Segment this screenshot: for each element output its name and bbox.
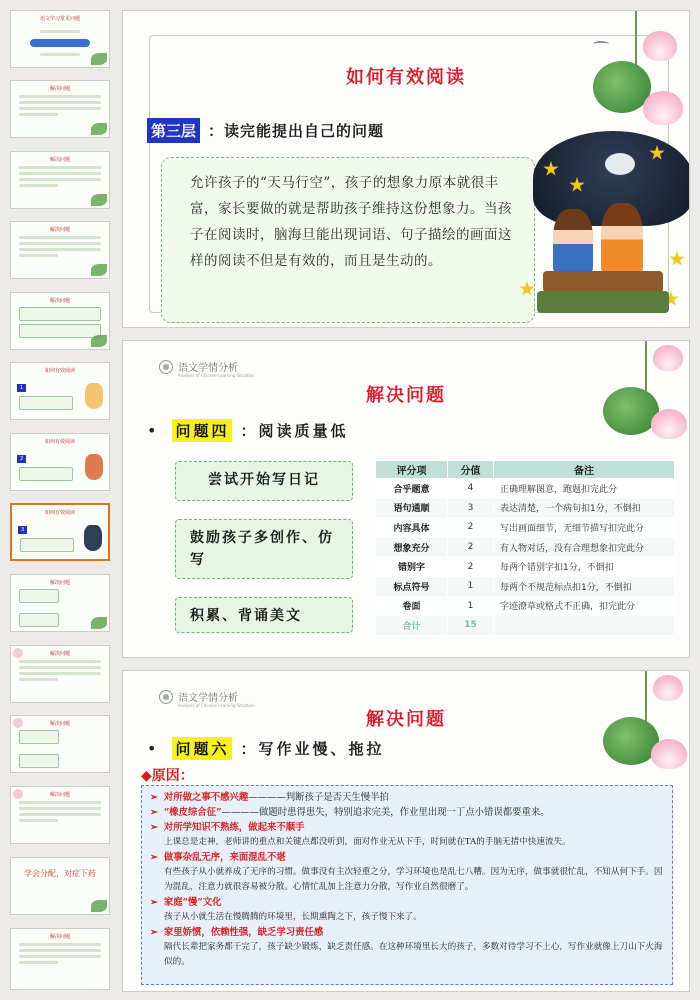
arrow-bullet-icon: ➢ (150, 852, 158, 863)
brand-logo-icon (159, 360, 173, 374)
question-text: ：阅读质量低 (240, 422, 349, 440)
question-tag: 问题六 (172, 737, 232, 760)
table-cell: 合计 (376, 616, 448, 636)
slide-thumbnail[interactable] (10, 221, 110, 279)
cause-label: ◆原因： (141, 768, 194, 784)
table-cell (494, 616, 675, 636)
slide-thumbnail[interactable] (10, 151, 110, 209)
level-text: ：读完能提出自己的问题 (208, 122, 385, 140)
lotus-decoration (651, 739, 687, 769)
level-tag: 第三层 (147, 118, 200, 143)
brand-logo-icon (159, 690, 173, 704)
slide-thumbnail[interactable] (10, 857, 110, 915)
table-cell: 15 (448, 616, 494, 636)
cause-title: 家庭“慢”文化 (163, 897, 222, 908)
question-heading (147, 737, 384, 760)
cause-heading (150, 850, 664, 865)
thumbnail-title: 如何有效阅读 (44, 510, 75, 516)
cause-body: 孩子从小就生活在慢腾腾的环境里，长期熏陶之下，孩子慢下来了。 (164, 912, 422, 922)
table-cell: 字迹潦草或格式不正确，扣完此分 (494, 596, 675, 616)
thumbnail-title: 解决问题 (49, 580, 70, 586)
slide-thumbnail-active[interactable]: 如何有效阅读 3 (10, 503, 110, 561)
table-row (376, 518, 675, 538)
table-row (376, 576, 675, 596)
slide-thumbnail[interactable]: 如何有效阅读 1 (10, 362, 110, 420)
thumbnail-title: 解决问题 (49, 934, 70, 940)
table-cell: 表达清楚，一个病句扣1分，不倒扣 (494, 498, 675, 518)
table-row (376, 557, 675, 577)
slide-thumbnail[interactable] (10, 292, 110, 350)
table-total-row (376, 616, 675, 636)
brand-name: 语文学情分析 (178, 363, 238, 374)
slide-thumbnail[interactable]: 如何有效阅读 2 (10, 433, 110, 491)
table-header: 评分项 (376, 461, 448, 479)
arrow-bullet-icon: ➢ (150, 897, 158, 908)
slide-title: 解决问题 (366, 709, 446, 730)
cause-heading (150, 805, 664, 820)
table-row (376, 537, 675, 557)
lotus-decoration (653, 345, 683, 371)
cause-heading (150, 820, 664, 835)
table-cell: 想象充分 (376, 537, 448, 557)
table-cell: 2 (448, 518, 494, 538)
bullet-icon: • (147, 421, 157, 440)
table-row (376, 596, 675, 616)
cause-heading (150, 895, 664, 910)
table-cell: 内容具体 (376, 518, 448, 538)
table-cell: 1 (448, 596, 494, 616)
cause-heading (150, 790, 664, 805)
table-cell: 标点符号 (376, 576, 448, 596)
arrow-bullet-icon: ➢ (150, 792, 158, 803)
cause-body: 有些孩子从小就养成了无序的习惯。做事没有主次轻重之分，学习环境也是乱七八糟。因为无序，做事就很忙乱，不知从何下手。因为混乱，注意力就很容易被分散。心情忙乱加上注意力分散，写作业自然很磨了。 (164, 867, 663, 892)
table-cell: 错别字 (376, 557, 448, 577)
table-cell: 1 (448, 576, 494, 596)
question-tag: 问题四 (172, 419, 232, 442)
lotus-decoration (653, 675, 683, 701)
table-cell: 4 (448, 479, 494, 499)
bird-icon (593, 41, 609, 47)
slide-thumbnail[interactable] (10, 928, 110, 990)
slide-thumbnail[interactable] (10, 574, 110, 632)
cause-title: 家里娇惯，依赖性强，缺乏学习责任感 (163, 927, 324, 938)
arrow-bullet-icon: ➢ (150, 927, 158, 938)
method-box: 积累、背诵美文 (175, 597, 353, 633)
table-cell: 有人物对话，没有合理想象扣完此分 (494, 537, 675, 557)
arrow-bullet-icon: ➢ (150, 822, 158, 833)
lotus-decoration (643, 91, 683, 125)
brand (159, 689, 255, 708)
table-cell: 合乎题意 (376, 479, 448, 499)
cause-box (141, 785, 673, 985)
thumbnail-title: 解决问题 (49, 227, 70, 233)
thumbnail-title: 解决问题 (49, 86, 70, 92)
lotus-decoration (651, 409, 687, 439)
method-box: 尝试开始写日记 (175, 461, 353, 501)
table-cell: 语句通顺 (376, 498, 448, 518)
table-row (376, 498, 675, 518)
thumbnail-title: 解决问题 (49, 721, 70, 727)
cause-title: “橡皮综合征” (163, 807, 222, 818)
cause-heading (150, 925, 664, 940)
table-cell: 2 (448, 557, 494, 577)
method-box: 鼓励孩子多创作、仿写 (175, 519, 353, 579)
thumbnail-title: 语文学习常见问题 (39, 16, 80, 22)
question-text: ：写作业慢、拖拉 (240, 740, 385, 758)
table-row (376, 479, 675, 499)
cause-title: 做事杂乱无序，来面混乱不堪 (163, 852, 286, 863)
table-cell: 每两个不规范标点扣1分，不倒扣 (494, 576, 675, 596)
lotus-decoration (643, 31, 677, 61)
table-cell: 每两个错别字扣1分，不倒扣 (494, 557, 675, 577)
thumbnail-title: 解决问题 (49, 651, 70, 657)
cause-note: ————做题时患得患失，特别追求完美，作业里出现一丁点小错误都要重来。 (221, 807, 550, 818)
thumbnail-title: 如何有效阅读 (44, 439, 75, 445)
slide-slow-homework (122, 670, 690, 992)
paragraph-text: 允许孩子的“天马行空”，孩子的想象力原本就很丰富，家长要做的就是帮助孩子维持这份想象力。当孩子在阅读时，脑海旦能出现词语、句子描绘的画面这样的阅读不但是有效的，而且是生动的。 (190, 175, 512, 269)
cause-note: ————判断孩子是否天生慢半拍 (248, 792, 389, 803)
brand-subtitle: Analysis of Chinese Learning Situation (178, 373, 255, 378)
cause-title: 对所学知识不熟练，做起来不顺手 (163, 822, 305, 833)
cause-body: 上课总是走神，老师讲的重点和关键点都没听到，面对作业无从下手，时间就在TA的手脑无措中快速流失。 (164, 837, 571, 847)
slide-title: 解决问题 (366, 385, 446, 406)
brand (159, 359, 255, 378)
arrow-bullet-icon: ➢ (150, 807, 158, 818)
slide-reading-quality (122, 340, 690, 658)
cause-body: 隔代长辈把家务都干完了，孩子缺少锻炼，缺乏责任感。在这种环境里长大的孩子，多数对待学习不上心，写作业就像上刀山下火海似的。 (164, 942, 663, 967)
slide-thumbnail[interactable] (10, 786, 110, 844)
scoring-table (375, 460, 675, 636)
thumbnail-title: 如何有效阅读 (44, 368, 75, 374)
table-cell: 3 (448, 498, 494, 518)
bullet-icon: • (147, 739, 157, 758)
thumbnail-panel (0, 0, 116, 1000)
paragraph-box (161, 157, 535, 323)
thumbnail-title: 解决问题 (49, 792, 70, 798)
table-cell: 卷面 (376, 596, 448, 616)
slide-thumbnail[interactable] (10, 10, 110, 68)
table-header: 备注 (494, 461, 675, 479)
level-heading (147, 118, 384, 143)
thumbnail-title: 解决问题 (49, 157, 70, 163)
brand-subtitle: Analysis of Chinese Learning Situation (178, 703, 255, 708)
table-cell: 写出画面细节，无细节描写扣完此分 (494, 518, 675, 538)
cause-title: 对所做之事不感兴趣 (163, 792, 249, 803)
brand-name: 语文学情分析 (178, 693, 238, 704)
thumbnail-title: 学会分配，对症下药 (24, 869, 96, 878)
table-cell: 正确理解图意，跑题扣完此分 (494, 479, 675, 499)
slide-thumbnail[interactable] (10, 715, 110, 773)
slide-reading (122, 10, 690, 328)
children-reading-illustration (513, 131, 689, 321)
table-header: 分值 (448, 461, 494, 479)
slide-thumbnail[interactable] (10, 80, 110, 138)
slide-title: 如何有效阅读 (346, 67, 466, 88)
slide-thumbnail[interactable] (10, 645, 110, 703)
question-heading (147, 419, 348, 442)
table-cell: 2 (448, 537, 494, 557)
thumbnail-title: 解决问题 (49, 298, 70, 304)
